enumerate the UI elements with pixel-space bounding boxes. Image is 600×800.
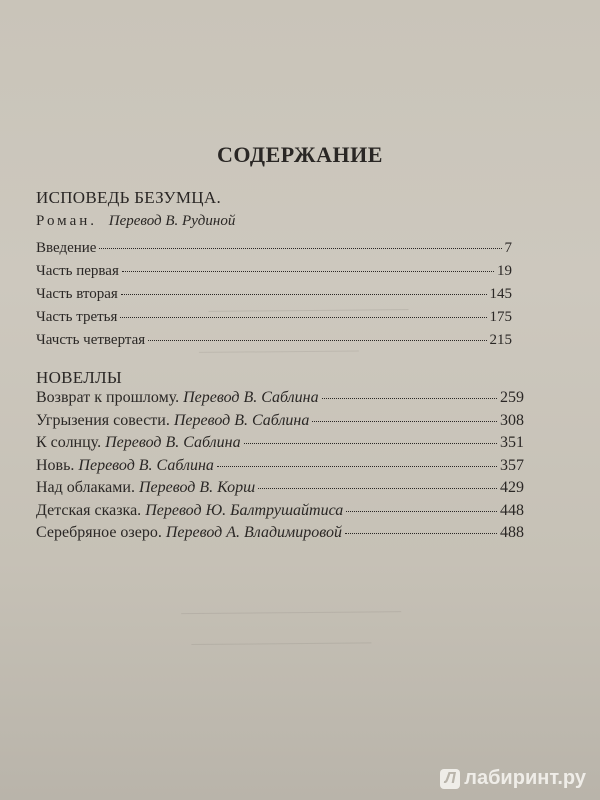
toc-entry-page: 488	[500, 524, 524, 541]
dot-leader	[120, 317, 486, 318]
dot-leader	[346, 511, 497, 512]
toc-entry-page: 351	[500, 434, 524, 451]
dot-leader	[99, 248, 501, 249]
novel-subtitle	[36, 213, 235, 230]
toc-entry-page: 308	[500, 411, 524, 429]
toc-entry-page: 175	[489, 309, 512, 325]
dot-leader	[312, 421, 497, 422]
toc-entry	[36, 309, 512, 332]
toc-entry	[36, 479, 524, 502]
toc-entry-page: 259	[500, 389, 524, 406]
toc-entry-title: Новь.	[36, 456, 75, 474]
page-title: СОДЕРЖАНИЕ	[217, 142, 383, 167]
toc-entry	[36, 502, 524, 525]
toc-entry-label: Часть третья	[36, 309, 118, 325]
toc-entry-label: Часть вторая	[36, 286, 118, 302]
novel-toc	[36, 240, 512, 355]
toc-entry	[36, 524, 524, 547]
toc-entry-page: 448	[500, 501, 524, 519]
translator-label: Перевод В. Рудиной	[108, 213, 236, 229]
toc-entry-translator: Перевод В. Саблина	[105, 434, 241, 451]
toc-entry-translator: Перевод А. Владимировой	[165, 524, 342, 541]
toc-entry-page: 19	[497, 263, 512, 279]
toc-entry-translator: Перевод В. Саблина	[183, 389, 319, 406]
dot-leader	[258, 488, 497, 489]
toc-entry-title: Детская сказка.	[36, 501, 142, 519]
dot-leader	[322, 398, 497, 399]
toc-entry-title: Серебряное озеро.	[36, 524, 162, 541]
toc-entry-page: 145	[489, 286, 512, 302]
toc-entry-title: К солнцу.	[36, 434, 102, 451]
section-heading-novel: ИСПОВЕДЬ БЕЗУМЦА.	[36, 188, 222, 207]
toc-entry	[36, 286, 512, 309]
dot-leader	[122, 271, 494, 272]
dot-leader	[217, 466, 497, 467]
toc-entry-title: Возврат к прошлому.	[36, 389, 180, 406]
toc-entry-page: 357	[500, 456, 524, 474]
genre-label: Роман.	[36, 213, 98, 229]
toc-entry-translator: Перевод В. Корш	[138, 479, 256, 496]
toc-entry-page: 429	[500, 479, 524, 496]
toc-entry-label: Чачсть четвертая	[36, 332, 146, 348]
dot-leader	[121, 294, 487, 295]
toc-entry-translator: Перевод В. Саблина	[78, 456, 214, 474]
toc-entry-page: 7	[504, 240, 512, 256]
dot-leader	[148, 340, 486, 341]
toc-entry-label: Введение	[36, 240, 97, 256]
toc-entry-translator: Перевод В. Саблина	[173, 411, 310, 429]
toc-entry	[36, 457, 524, 480]
toc-entry	[36, 240, 512, 263]
toc-entry-title: Угрызения совести.	[36, 411, 170, 429]
toc-entry	[36, 434, 524, 457]
toc-entry-label: Часть первая	[36, 263, 119, 279]
toc-entry	[36, 389, 524, 412]
dot-leader	[345, 533, 497, 534]
toc-entry-title: Над облаками.	[36, 479, 135, 496]
novellas-toc	[36, 389, 524, 547]
toc-entry	[36, 263, 512, 286]
toc-entry-translator: Перевод Ю. Балтрушайтиса	[145, 501, 344, 519]
dot-leader	[244, 443, 497, 444]
toc-entry	[36, 332, 512, 355]
watermark-text: лабиринт.ру	[464, 767, 586, 789]
labirint-logo-icon: Л	[440, 769, 460, 789]
toc-entry-page: 215	[489, 332, 512, 348]
section-heading-novellas: НОВЕЛЛЫ	[36, 368, 123, 387]
watermark-logo	[440, 767, 586, 790]
toc-entry	[36, 412, 524, 435]
